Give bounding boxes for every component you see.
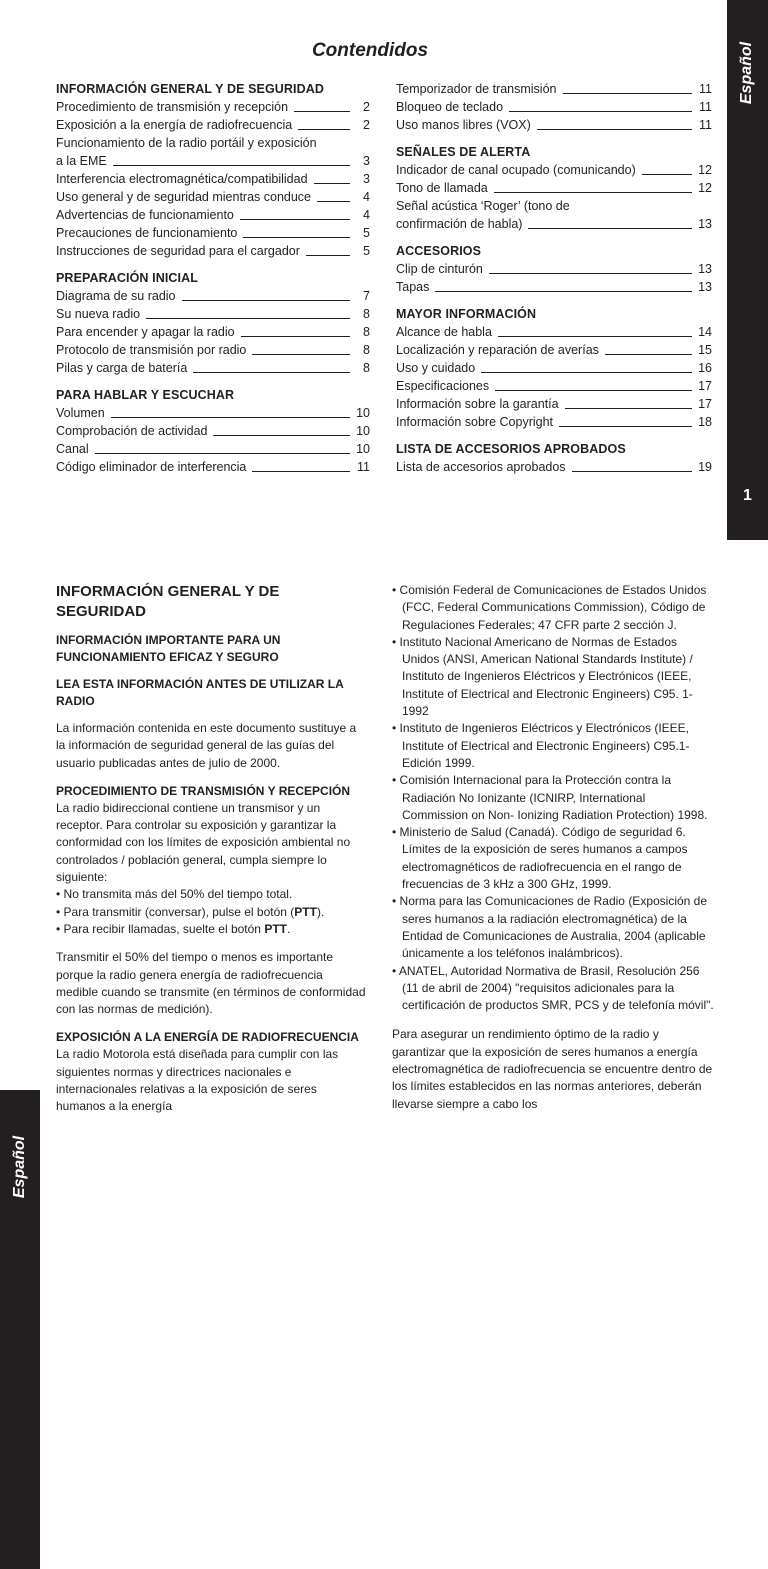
toc-entry [56,422,370,440]
tx-bullet-2-end: ). [316,904,325,919]
toc-entry-page: 4 [363,190,370,204]
language-tab-left-label: Español [11,1135,28,1199]
toc-section-heading: INFORMACIÓN GENERAL Y DE SEGURIDAD [56,82,325,96]
toc-entry-title: Volumen [56,406,105,420]
tx-procedure-list [56,886,366,938]
toc-entry-page: 10 [356,442,370,456]
toc-entry-page: 19 [698,460,712,474]
toc-leader-line [95,453,350,454]
toc-entry-page: 13 [698,262,712,276]
language-tab-label: Español [738,41,755,105]
toc-entry-page: 2 [363,118,370,132]
toc-leader-line [494,192,692,193]
toc-entry [56,116,370,134]
tx-procedure-paragraph: La radio bidireccional contiene un transmisor y un receptor. Para controlar su exposición y garantizar la conformidad con los límites de exposición ambiental no controlados / población general, cumpla siempre lo siguiente: [56,800,351,885]
toc-entry-title: Para encender y apagar la radio [56,325,235,339]
toc-entry-title: Interferencia electromagnética/compatibilidad [56,172,308,186]
toc-leader-line [243,237,350,238]
toc-entry [396,278,712,296]
toc-entry-page: 8 [363,343,370,357]
toc-entry-page: 8 [363,361,370,375]
toc-entry [56,287,370,305]
toc-entry-page: 10 [356,406,370,420]
language-tab [727,0,768,540]
toc-entry-title: Funcionamiento de la radio portáil y exposición [56,136,317,150]
standard-item: • ANATEL, Autoridad Normativa de Brasil, Resolución 256 (11 de abril de 2004) "requisitos adicionales para la certificación de productos SMR, PCS y de telefonía móvil". [392,963,714,1013]
toc-entry-page: 17 [698,397,712,411]
safety-intro-paragraph: La información contenida en este documento sustituye a la información de seguridad general de las guías del usuario publicadas antes de julio de 2000. [56,721,357,770]
safety-title: INFORMACIÓN GENERAL Y DE SEGURIDAD [56,583,280,620]
toc-entry-page: 11 [357,460,370,474]
tx-bullet-2 [56,904,366,921]
standard-item: • Instituto de Ingenieros Eléctricos y Electrónicos (IEEE, Institute of Electrical and Electronic Engineers) C95.1- Edición 1999. [392,721,690,770]
toc-entry-page: 10 [356,424,370,438]
toc-entry [396,413,712,431]
toc-entry-page: 13 [698,217,712,231]
toc-leader-line [537,129,692,130]
tx-procedure-heading: PROCEDIMIENTO DE TRANSMISIÓN Y RECEPCIÓN [56,783,351,798]
safety-subheading-important: INFORMACIÓN IMPORTANTE PARA UN FUNCIONAMIENTO EFICAZ Y SEGURO [56,633,281,664]
toc-entry-page: 14 [698,325,712,339]
toc-entry [56,134,370,170]
toc-leader-line [306,255,350,256]
toc-entry [396,341,712,359]
toc-entry-title: Pilas y carga de batería [56,361,188,375]
toc-leader-line [111,417,350,418]
toc-entry-title: Alcance de habla [396,325,492,339]
tx-bullet-3 [56,921,366,938]
toc-entry [396,359,712,377]
toc-entry [396,80,712,98]
toc-entry-page: 4 [363,208,370,222]
toc-entry-continuation [396,215,712,233]
toc-entry-title-continued: a la EME [56,154,107,168]
toc-entry-page: 8 [363,325,370,339]
toc-entry-page: 11 [699,118,712,132]
toc-leader-line [498,336,692,337]
toc-section-heading: PREPARACIÓN INICIAL [56,271,198,285]
safety-subheading-read: LEA ESTA INFORMACIÓN ANTES DE UTILIZAR LA RADIO [56,677,344,708]
toc-section-heading: LISTA DE ACCESORIOS APROBADOS [396,442,626,456]
toc-entry-page: 11 [699,100,712,114]
toc-leader-line [294,111,350,112]
toc-entry-title-continued: confirmación de habla) [396,217,523,231]
toc-leader-line [252,471,350,472]
toc-leader-line [435,291,692,292]
toc-entry-page: 13 [698,280,712,294]
toc-leader-line [182,300,350,301]
toc-entry [396,161,712,179]
tx-note-paragraph: Transmitir el 50% del tiempo o menos es importante porque la radio genera energía de radiofrecuencia medible cuando se transmite (en términos de conformidad con las normas de medición). [56,950,366,1017]
toc-entry-title: Su nueva radio [56,307,141,321]
toc-entry-page: 18 [698,415,712,429]
toc-entry [396,323,712,341]
toc-entry-title: Tono de llamada [396,181,488,195]
toc-entry-title: Bloqueo de teclado [396,100,504,114]
standard-item: • Norma para las Comunicaciones de Radio (Exposición de seres humanos a la radiación electromagnética) de la Entidad de Comunicaciones de Australia, 2004 (aplicable únicamente a los teléfonos inalámbricos). [392,894,708,961]
toc-entry [56,242,370,260]
toc-leader-line [213,435,350,436]
safety-left-column [56,582,366,1116]
toc-entry [56,170,370,188]
toc-entry-title: Código eliminador de interferencia [56,460,247,474]
toc-leader-line [240,219,350,220]
language-tab-left [0,1090,40,1569]
toc-entry [396,179,712,197]
standards-list [392,582,714,1014]
toc-entry [56,206,370,224]
toc-section [56,386,370,476]
toc-entry-page: 2 [363,100,370,114]
toc-right-column [396,80,712,485]
toc-entry-title: Uso general y de seguridad mientras conduce [56,190,312,204]
toc-entry-title: Exposición a la energía de radiofrecuencia [56,118,293,132]
safety-page [0,545,768,1199]
rf-exposure-heading: EXPOSICIÓN A LA ENERGÍA DE RADIOFRECUENCIA [56,1030,359,1045]
toc-section [396,143,712,233]
ptt-label: PTT [294,904,317,919]
toc-entry-page: 3 [363,172,370,186]
toc-section [396,80,712,134]
toc-section [396,305,712,431]
toc-entry [56,98,370,116]
ptt-label: PTT [264,921,287,936]
toc-entry [56,404,370,422]
toc-leader-line [314,183,350,184]
tx-bullet-2-text: • Para transmitir (conversar), pulse el botón ( [56,904,295,919]
toc-section-heading: MAYOR INFORMACIÓN [396,307,537,321]
toc-leader-line [509,111,692,112]
toc-section [56,80,370,260]
toc-entry-page: 17 [698,379,712,393]
toc-leader-line [193,372,350,373]
toc-entry-page: 16 [698,361,712,375]
toc-section [396,440,712,476]
tx-bullet-3-text: • Para recibir llamadas, suelte el botón [56,921,265,936]
toc-entry-title: Información sobre Copyright [396,415,554,429]
toc-entry-continuation [56,152,370,170]
toc-leader-line [252,354,350,355]
toc-entry [56,458,370,476]
toc-entry [396,377,712,395]
toc-entry-page: 5 [363,226,370,240]
toc-entry-page: 7 [363,289,370,303]
toc-section-heading: PARA HABLAR Y ESCUCHAR [56,388,235,402]
toc-entry-title: Indicador de canal ocupado (comunicando) [396,163,636,177]
toc-leader-line [317,201,350,202]
toc-leader-line [559,426,692,427]
toc-entry-title: Señal acústica ‘Roger’ (tono de [396,199,570,213]
toc-entry [56,305,370,323]
toc-entry-title: Clip de cinturón [396,262,483,276]
toc-entry-title: Localización y reparación de averías [396,343,599,357]
toc-entry-title: Canal [56,442,89,456]
tx-bullet-1: • No transmita más del 50% del tiempo total. [56,887,293,902]
closing-paragraph: Para asegurar un rendimiento óptimo de la radio y garantizar que la exposición de seres humanos a energía electromagnética de radiofrecuencia se encuentre dentro de los límites establecidos en las normas anteriores, deberán llevarse siempre a cabo los [392,1027,713,1111]
standard-item: • Comisión Internacional para la Protección contra la Radiación No Ionizante (ICNIRP, International Commission on Non- Ionizing Radiation Protection) 1998. [392,773,708,822]
toc-leader-line [563,93,693,94]
toc-entry-page: 12 [698,163,712,177]
toc-leader-line [241,336,350,337]
toc-entry [396,116,712,134]
toc-section-heading: SEÑALES DE ALERTA [396,145,531,159]
toc-entry-title: Diagrama de su radio [56,289,176,303]
toc-leader-line [113,165,350,166]
page-number: 1 [743,487,752,504]
toc-leader-line [146,318,350,319]
toc-page [0,0,768,540]
toc-entry [56,440,370,458]
toc-entry-page: 11 [699,82,712,96]
toc-left-column [56,80,370,485]
toc-entry-page: 15 [698,343,712,357]
standard-item: • Ministerio de Salud (Canadá). Código de seguridad 6. Límites de la exposición de seres humanos a campos electromagnéticos de radiofrecuencia en el rango de frecuencias de 3 kHz a 300 GHz, 1999. [392,825,688,892]
toc-entry-title: Comprobación de actividad [56,424,208,438]
toc-section-heading: ACCESORIOS [396,244,482,258]
standard-item: • Instituto Nacional Americano de Normas de Estados Unidos (ANSI, American National Standards Institute) / Instituto de Ingenieros Eléctricos y Electrónicos (IEEE, Institute of Electrical and Electronic Engineers) C95. 1- 1992 [392,634,693,719]
toc-entry [396,260,712,278]
toc-leader-line [298,129,350,130]
toc-section [396,242,712,296]
safety-right-column [392,582,714,1113]
toc-leader-line [605,354,692,355]
toc-entry [56,359,370,377]
toc-entry-title: Precauciones de funcionamiento [56,226,238,240]
toc-entry-title: Uso y cuidado [396,361,476,375]
toc-entry [56,224,370,242]
rf-exposure-paragraph: La radio Motorola está diseñada para cumplir con las siguientes normas y directrices nacionales e internacionales relativas a la exposición de seres humanos a la energía [56,1047,339,1114]
toc-entry-title: Instrucciones de seguridad para el cargador [56,244,300,258]
toc-title: Contendidos [311,40,429,61]
toc-entry-title: Temporizador de transmisión [396,82,557,96]
toc-leader-line [565,408,692,409]
toc-entry [396,98,712,116]
standard-item: • Comisión Federal de Comunicaciones de Estados Unidos (FCC, Federal Communications Commission), Código de Regulaciones Federales; 47 CFR parte 2 sección J. [392,583,707,632]
toc-leader-line [495,390,692,391]
toc-entry-title: Uso manos libres (VOX) [396,118,531,132]
toc-entry-title: Advertencias de funcionamiento [56,208,234,222]
toc-entry-title: Tapas [396,280,430,294]
toc-entry [396,197,712,233]
toc-entry-page: 3 [363,154,370,168]
toc-entry-page: 5 [363,244,370,258]
toc-leader-line [489,273,692,274]
toc-entry [396,395,712,413]
tx-bullet-3-end: . [286,921,291,936]
toc-entry-title: Protocolo de transmisión por radio [56,343,247,357]
toc-leader-line [572,471,692,472]
toc-entry-page: 8 [363,307,370,321]
toc-entry [56,341,370,359]
toc-entry-title: Lista de accesorios aprobados [396,460,566,474]
toc-leader-line [642,174,692,175]
toc-entry-title: Procedimiento de transmisión y recepción [56,100,289,114]
toc-entry [396,458,712,476]
toc-entry-title: Información sobre la garantía [396,397,559,411]
toc-entry-title: Especificaciones [396,379,490,393]
toc-leader-line [481,372,692,373]
toc-section [56,269,370,377]
toc-entry [56,188,370,206]
toc-entry [56,323,370,341]
toc-entry-page: 12 [698,181,712,195]
toc-leader-line [528,228,692,229]
